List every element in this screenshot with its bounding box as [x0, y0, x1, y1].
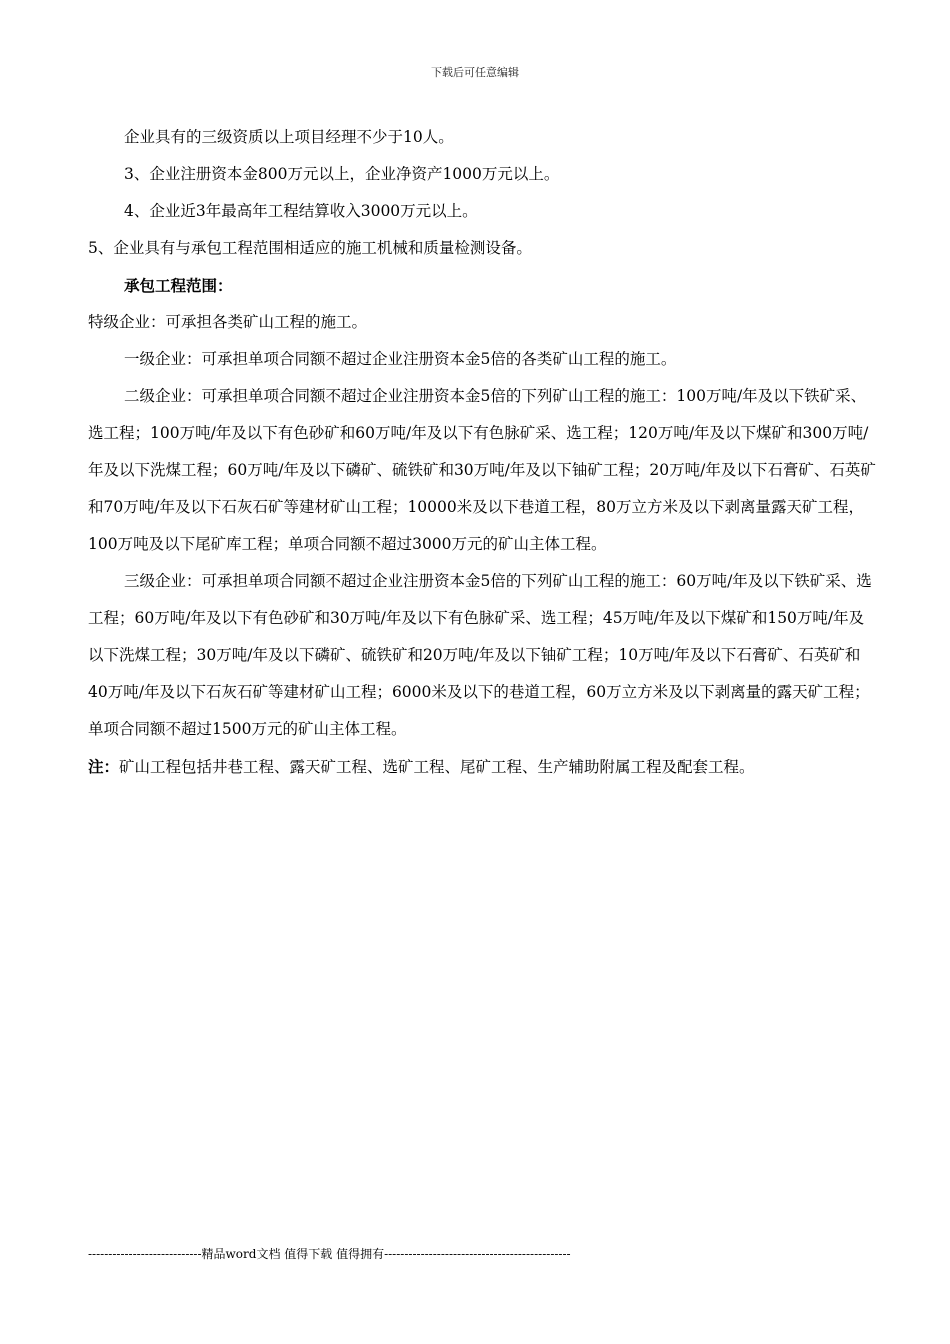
paragraph-grade-three: 三级企业：可承担单项合同额不超过企业注册资本金5倍的下列矿山工程的施工：60万吨/年及以下铁矿采、选工程；60万吨/年及以下有色砂矿和30万吨/年及以下有色脉矿采、选工程；45万吨/年及以下煤矿和150万吨/年及以下洗煤工程；30万吨/年及以下磷矿、硫铁矿和20万吨/年及以下铀矿工程；10万吨/年及以下石膏矿、石英矿和40万吨/年及以下石灰石矿等建材矿山工程；6000米及以下的巷道工程，60万立方米及以下剥离量的露天矿工程；单项合同额不超过1500万元的矿山主体工程。 [88, 572, 872, 738]
paragraph-revenue: 4、企业近3年最高年工程结算收入3000万元以上。 [124, 202, 478, 220]
paragraph-grade-one: 一级企业：可承担单项合同额不超过企业注册资本金5倍的各类矿山工程的施工。 [124, 350, 677, 368]
paragraph-grade-two: 二级企业：可承担单项合同额不超过企业注册资本金5倍的下列矿山工程的施工：100万吨/年及以下铁矿采、选工程；100万吨/年及以下有色砂矿和60万吨/年及以下有色脉矿采、选工程；120万吨/年及以下煤矿和300万吨/年及以下洗煤工程；60万吨/年及以下磷矿、硫铁矿和30万吨/年及以下铀矿工程；20万吨/年及以下石膏矿、石英矿和70万吨/年及以下石灰石矿等建材矿山工程；10000米及以下巷道工程，80万立方米及以下剥离量露天矿工程，100万吨及以下尾矿库工程；单项合同额不超过3000万元的矿山主体工程。 [88, 387, 876, 553]
page-header: 下载后可任意编辑 [431, 66, 519, 79]
paragraph-equipment: 5、企业具有与承包工程范围相适应的施工机械和质量检测设备。 [88, 239, 532, 257]
paragraph-manager-count: 企业具有的三级资质以上项目经理不少于10人。 [124, 128, 454, 146]
note-label: 注： [88, 757, 120, 776]
note-paragraph [88, 748, 878, 786]
page-footer: ----------------------------精品word文档 值得下载 值得拥有---------------------------------------------- [88, 1247, 571, 1261]
note-text: 矿山工程包括井巷工程、露天矿工程、选矿工程、尾矿工程、生产辅助附属工程及配套工程。 [119, 758, 755, 776]
paragraph-registered-capital: 3、企业注册资本金800万元以上，企业净资产1000万元以上。 [124, 165, 560, 183]
document-body [88, 119, 878, 786]
scope-heading: 承包工程范围： [124, 276, 233, 295]
paragraph-special-grade: 特级企业：可承担各类矿山工程的施工。 [88, 313, 368, 331]
